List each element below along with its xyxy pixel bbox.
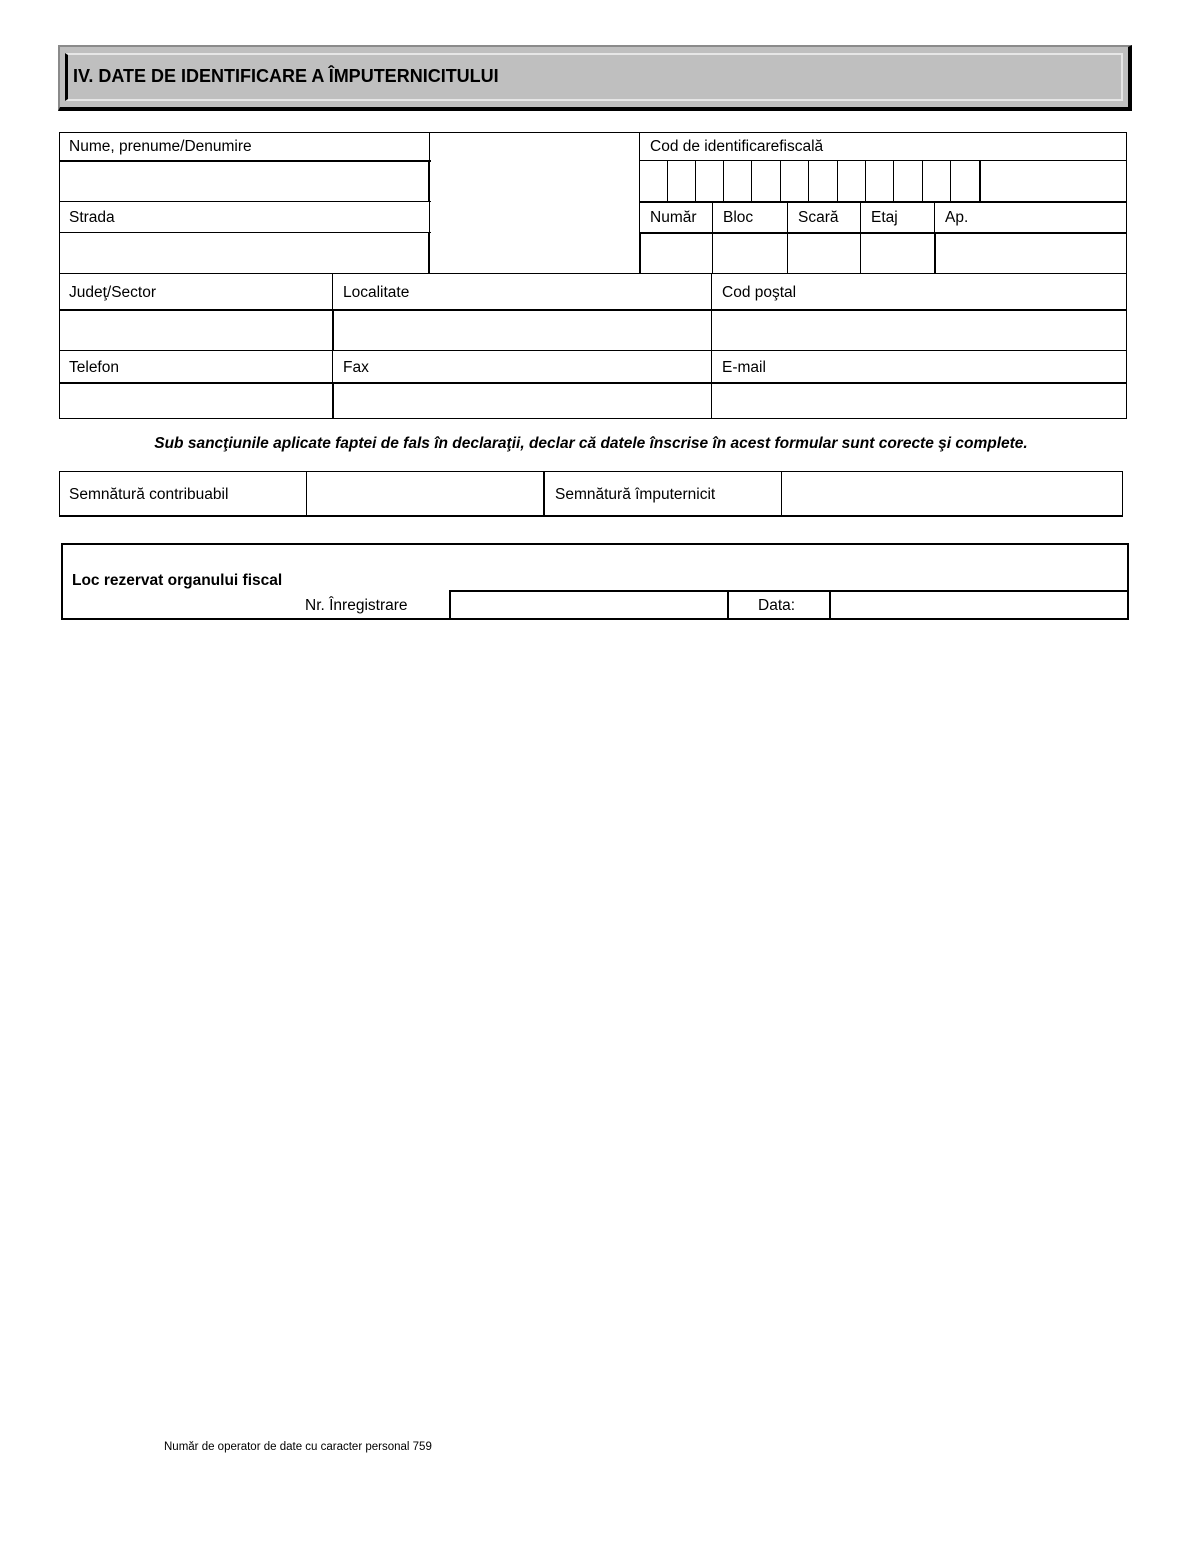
date-field[interactable] bbox=[832, 593, 1126, 617]
fax-field[interactable] bbox=[335, 385, 710, 417]
staircase-field[interactable] bbox=[789, 235, 859, 272]
number-label: Număr bbox=[650, 209, 697, 226]
date-label: Data: bbox=[758, 597, 796, 614]
section-title: IV. DATE DE IDENTIFICARE A ÎMPUTERNICITULUI bbox=[73, 66, 499, 86]
postal-code-label: Cod poştal bbox=[722, 284, 797, 301]
apartment-field[interactable] bbox=[937, 235, 1125, 272]
registration-number-label: Nr. Înregistrare bbox=[305, 597, 408, 614]
fax-label: Fax bbox=[343, 359, 369, 376]
county-label: Judeţ/Sector bbox=[69, 284, 157, 301]
county-field[interactable] bbox=[61, 312, 331, 349]
street-label: Strada bbox=[69, 209, 115, 226]
cif-digit-box[interactable] bbox=[782, 163, 807, 200]
locality-label: Localitate bbox=[343, 284, 410, 301]
name-field[interactable] bbox=[61, 163, 427, 200]
cif-digit-box[interactable] bbox=[725, 163, 750, 200]
cif-digit-box[interactable] bbox=[641, 163, 666, 200]
cif-label: Cod de identificarefiscală bbox=[650, 138, 824, 155]
email-label: E-mail bbox=[722, 359, 766, 376]
taxpayer-signature-label: Semnătură contribuabil bbox=[69, 486, 229, 503]
footer-note: Număr de operator de date cu caracter personal 759 bbox=[164, 1441, 432, 1453]
floor-field[interactable] bbox=[862, 235, 933, 272]
cif-digit-box[interactable] bbox=[697, 163, 722, 200]
floor-label: Etaj bbox=[871, 209, 898, 226]
name-label: Nume, prenume/Denumire bbox=[69, 138, 252, 155]
cif-digit-box[interactable] bbox=[753, 163, 779, 200]
postal-code-field[interactable] bbox=[713, 312, 1125, 349]
locality-field[interactable] bbox=[335, 312, 710, 349]
cif-digit-box[interactable] bbox=[867, 163, 892, 200]
taxpayer-signature-field[interactable] bbox=[308, 473, 542, 514]
email-field[interactable] bbox=[713, 385, 1125, 417]
street-field[interactable] bbox=[61, 235, 427, 272]
cif-digit-box[interactable] bbox=[895, 163, 921, 200]
declaration-text: Sub sancţiunile aplicate faptei de fals în declaraţii, declar că datele înscrise în acest formular sunt corecte şi complete. bbox=[154, 435, 1028, 452]
proxy-signature-label: Semnătură împuternicit bbox=[555, 486, 716, 503]
phone-label: Telefon bbox=[69, 359, 119, 376]
number-field[interactable] bbox=[642, 235, 711, 272]
proxy-signature-field[interactable] bbox=[783, 473, 1121, 514]
apartment-label: Ap. bbox=[945, 209, 969, 226]
cif-digit-box[interactable] bbox=[924, 163, 949, 200]
phone-field[interactable] bbox=[61, 385, 331, 417]
cif-digit-box[interactable] bbox=[952, 163, 978, 200]
staircase-label: Scară bbox=[798, 209, 839, 226]
block-field[interactable] bbox=[714, 235, 786, 272]
fiscal-office-title: Loc rezervat organului fiscal bbox=[72, 572, 283, 589]
block-label: Bloc bbox=[723, 209, 754, 226]
cif-digit-box[interactable] bbox=[839, 163, 864, 200]
cif-digit-box[interactable] bbox=[669, 163, 694, 200]
cif-digit-box[interactable] bbox=[810, 163, 836, 200]
registration-number-field[interactable] bbox=[452, 593, 726, 617]
